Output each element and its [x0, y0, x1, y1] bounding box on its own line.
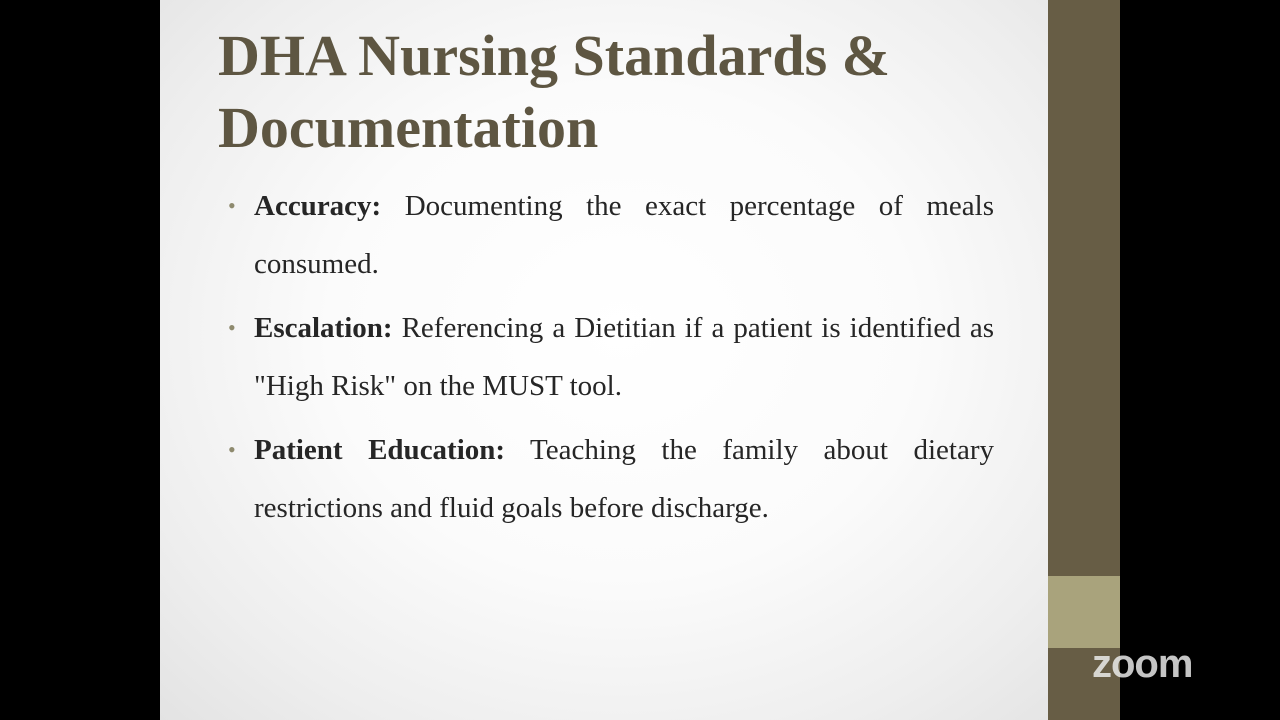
slide-content-area [160, 0, 1048, 720]
bullet-text: Teaching the family about dietary restrictions and fluid goals before discharge. [254, 434, 994, 524]
bullet-dot-icon: • [228, 315, 236, 340]
slide-title: DHA Nursing Standards & Documentation [218, 23, 890, 160]
bullet-dot-icon: • [228, 437, 236, 462]
bullet-text: Documenting the exact percentage of meals consumed. [254, 190, 994, 280]
bullet-dot-icon: • [228, 193, 236, 218]
bullet-item-accuracy [228, 177, 994, 293]
decorative-band-light [1048, 576, 1120, 648]
bullet-term: Patient Education: [254, 434, 506, 466]
bullet-item-patient-education [228, 421, 994, 537]
bullet-item-escalation [228, 299, 994, 415]
bullet-term: Accuracy: [254, 190, 382, 222]
bullet-list [228, 177, 994, 543]
bullet-text: Referencing a Dietitian if a patient is identified as "High Risk" on the MUST tool. [254, 312, 994, 402]
zoom-watermark-logo: zoom [1092, 642, 1193, 686]
bullet-term: Escalation: [254, 312, 393, 344]
presentation-slide [160, 0, 1120, 720]
